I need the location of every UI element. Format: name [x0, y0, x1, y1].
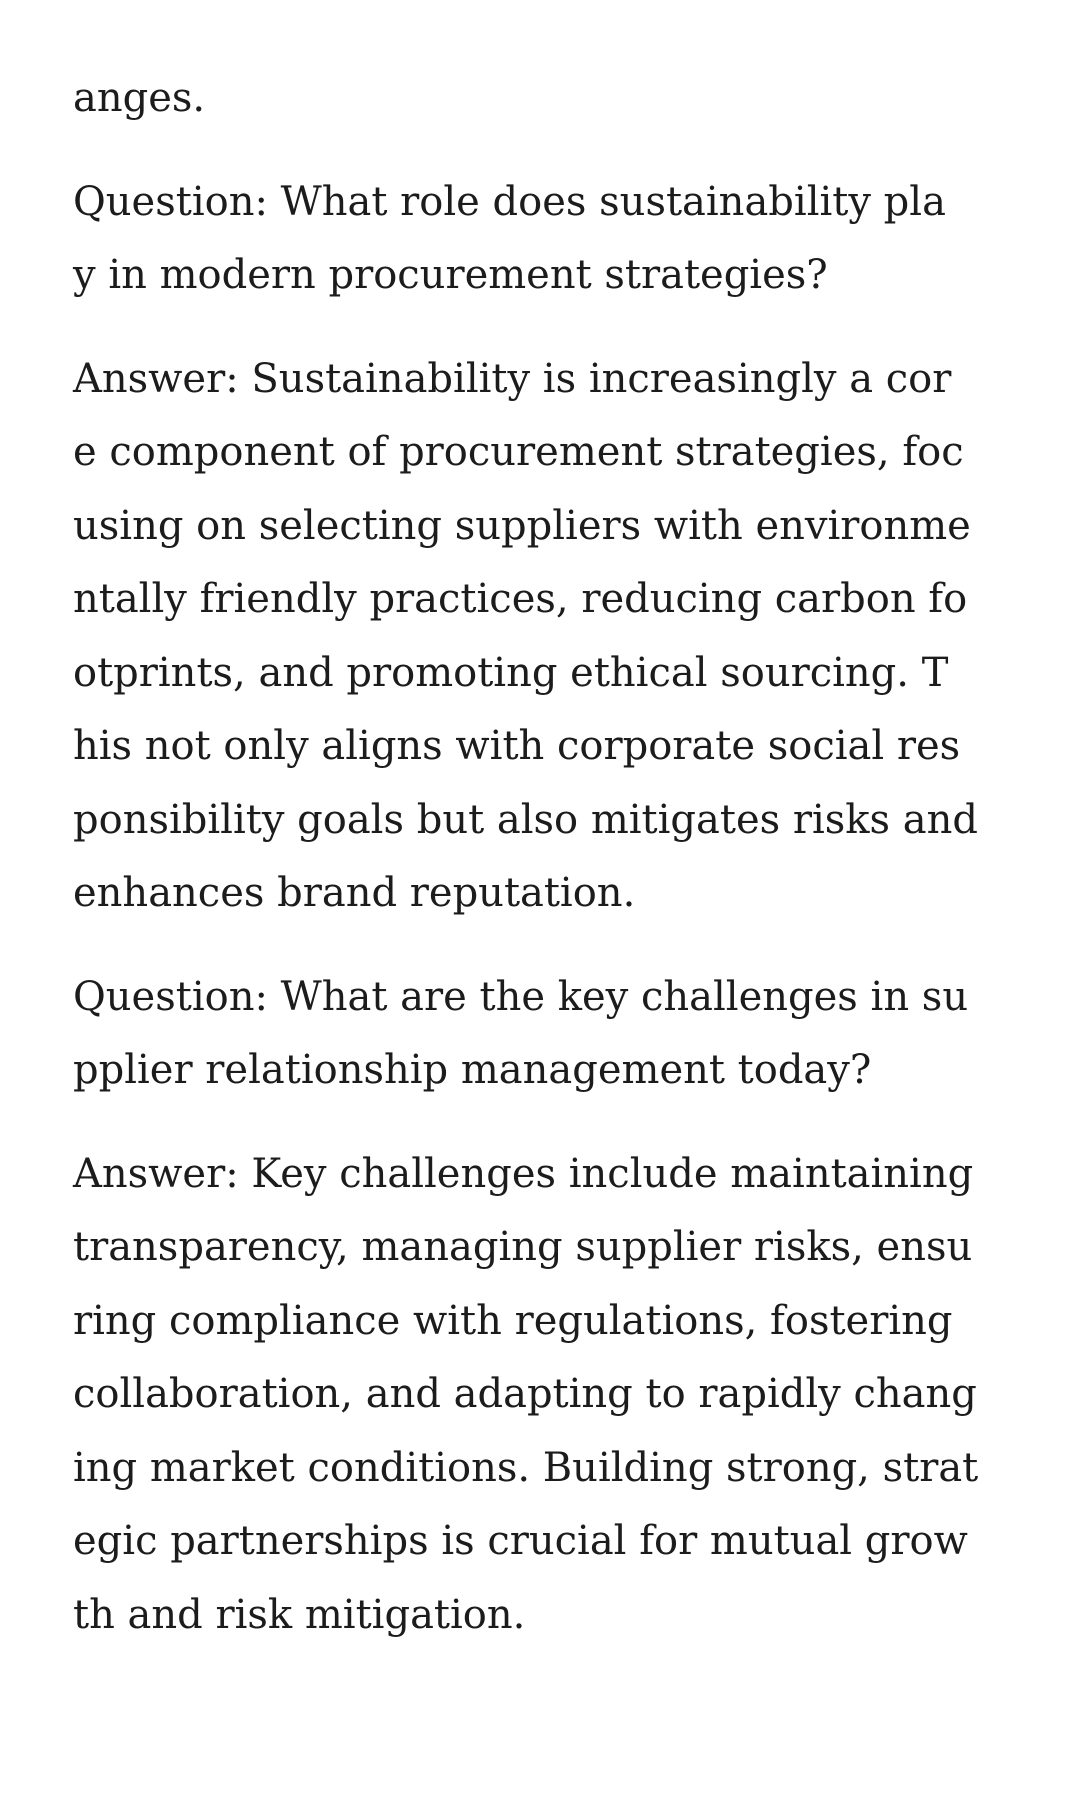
text-line: his not only aligns with corporate social res	[73, 723, 961, 769]
text-line: otprints, and promoting ethical sourcing. T	[73, 649, 949, 696]
text-line: ponsibility goals but also mitigates risks and	[73, 796, 978, 843]
text-line: anges.	[73, 75, 206, 121]
text-line: e component of procurement strategies, foc	[73, 429, 964, 475]
text-line: ring compliance with regulations, fostering	[73, 1297, 953, 1344]
continuation-paragraph	[73, 62, 1020, 136]
text-line: y in modern procurement strategies?	[73, 252, 828, 298]
text-line: collaboration, and adapting to rapidly chang	[73, 1371, 977, 1417]
text-line: pplier relationship management today?	[73, 1047, 872, 1093]
text-line: using on selecting suppliers with environme	[73, 502, 971, 549]
text-line: ntally friendly practices, reducing carbon fo	[73, 576, 968, 622]
text-line: Answer: Sustainability is increasingly a cor	[73, 355, 952, 402]
text-line: Question: What are the key challenges in su	[73, 973, 969, 1020]
answer-paragraph	[73, 343, 1020, 931]
question-paragraph	[73, 961, 1020, 1108]
text-line: ing market conditions. Building strong, strat	[73, 1444, 979, 1491]
question-paragraph	[73, 166, 1020, 313]
text-line: transparency, managing supplier risks, ensu	[73, 1224, 973, 1270]
text-line: Answer: Key challenges include maintaining	[73, 1150, 974, 1197]
answer-paragraph	[73, 1138, 1020, 1653]
text-line: th and risk mitigation.	[73, 1591, 526, 1638]
text-line: Question: What role does sustainability pla	[73, 178, 946, 225]
text-line: egic partnerships is crucial for mutual grow	[73, 1518, 968, 1564]
text-line: enhances brand reputation.	[73, 870, 636, 916]
